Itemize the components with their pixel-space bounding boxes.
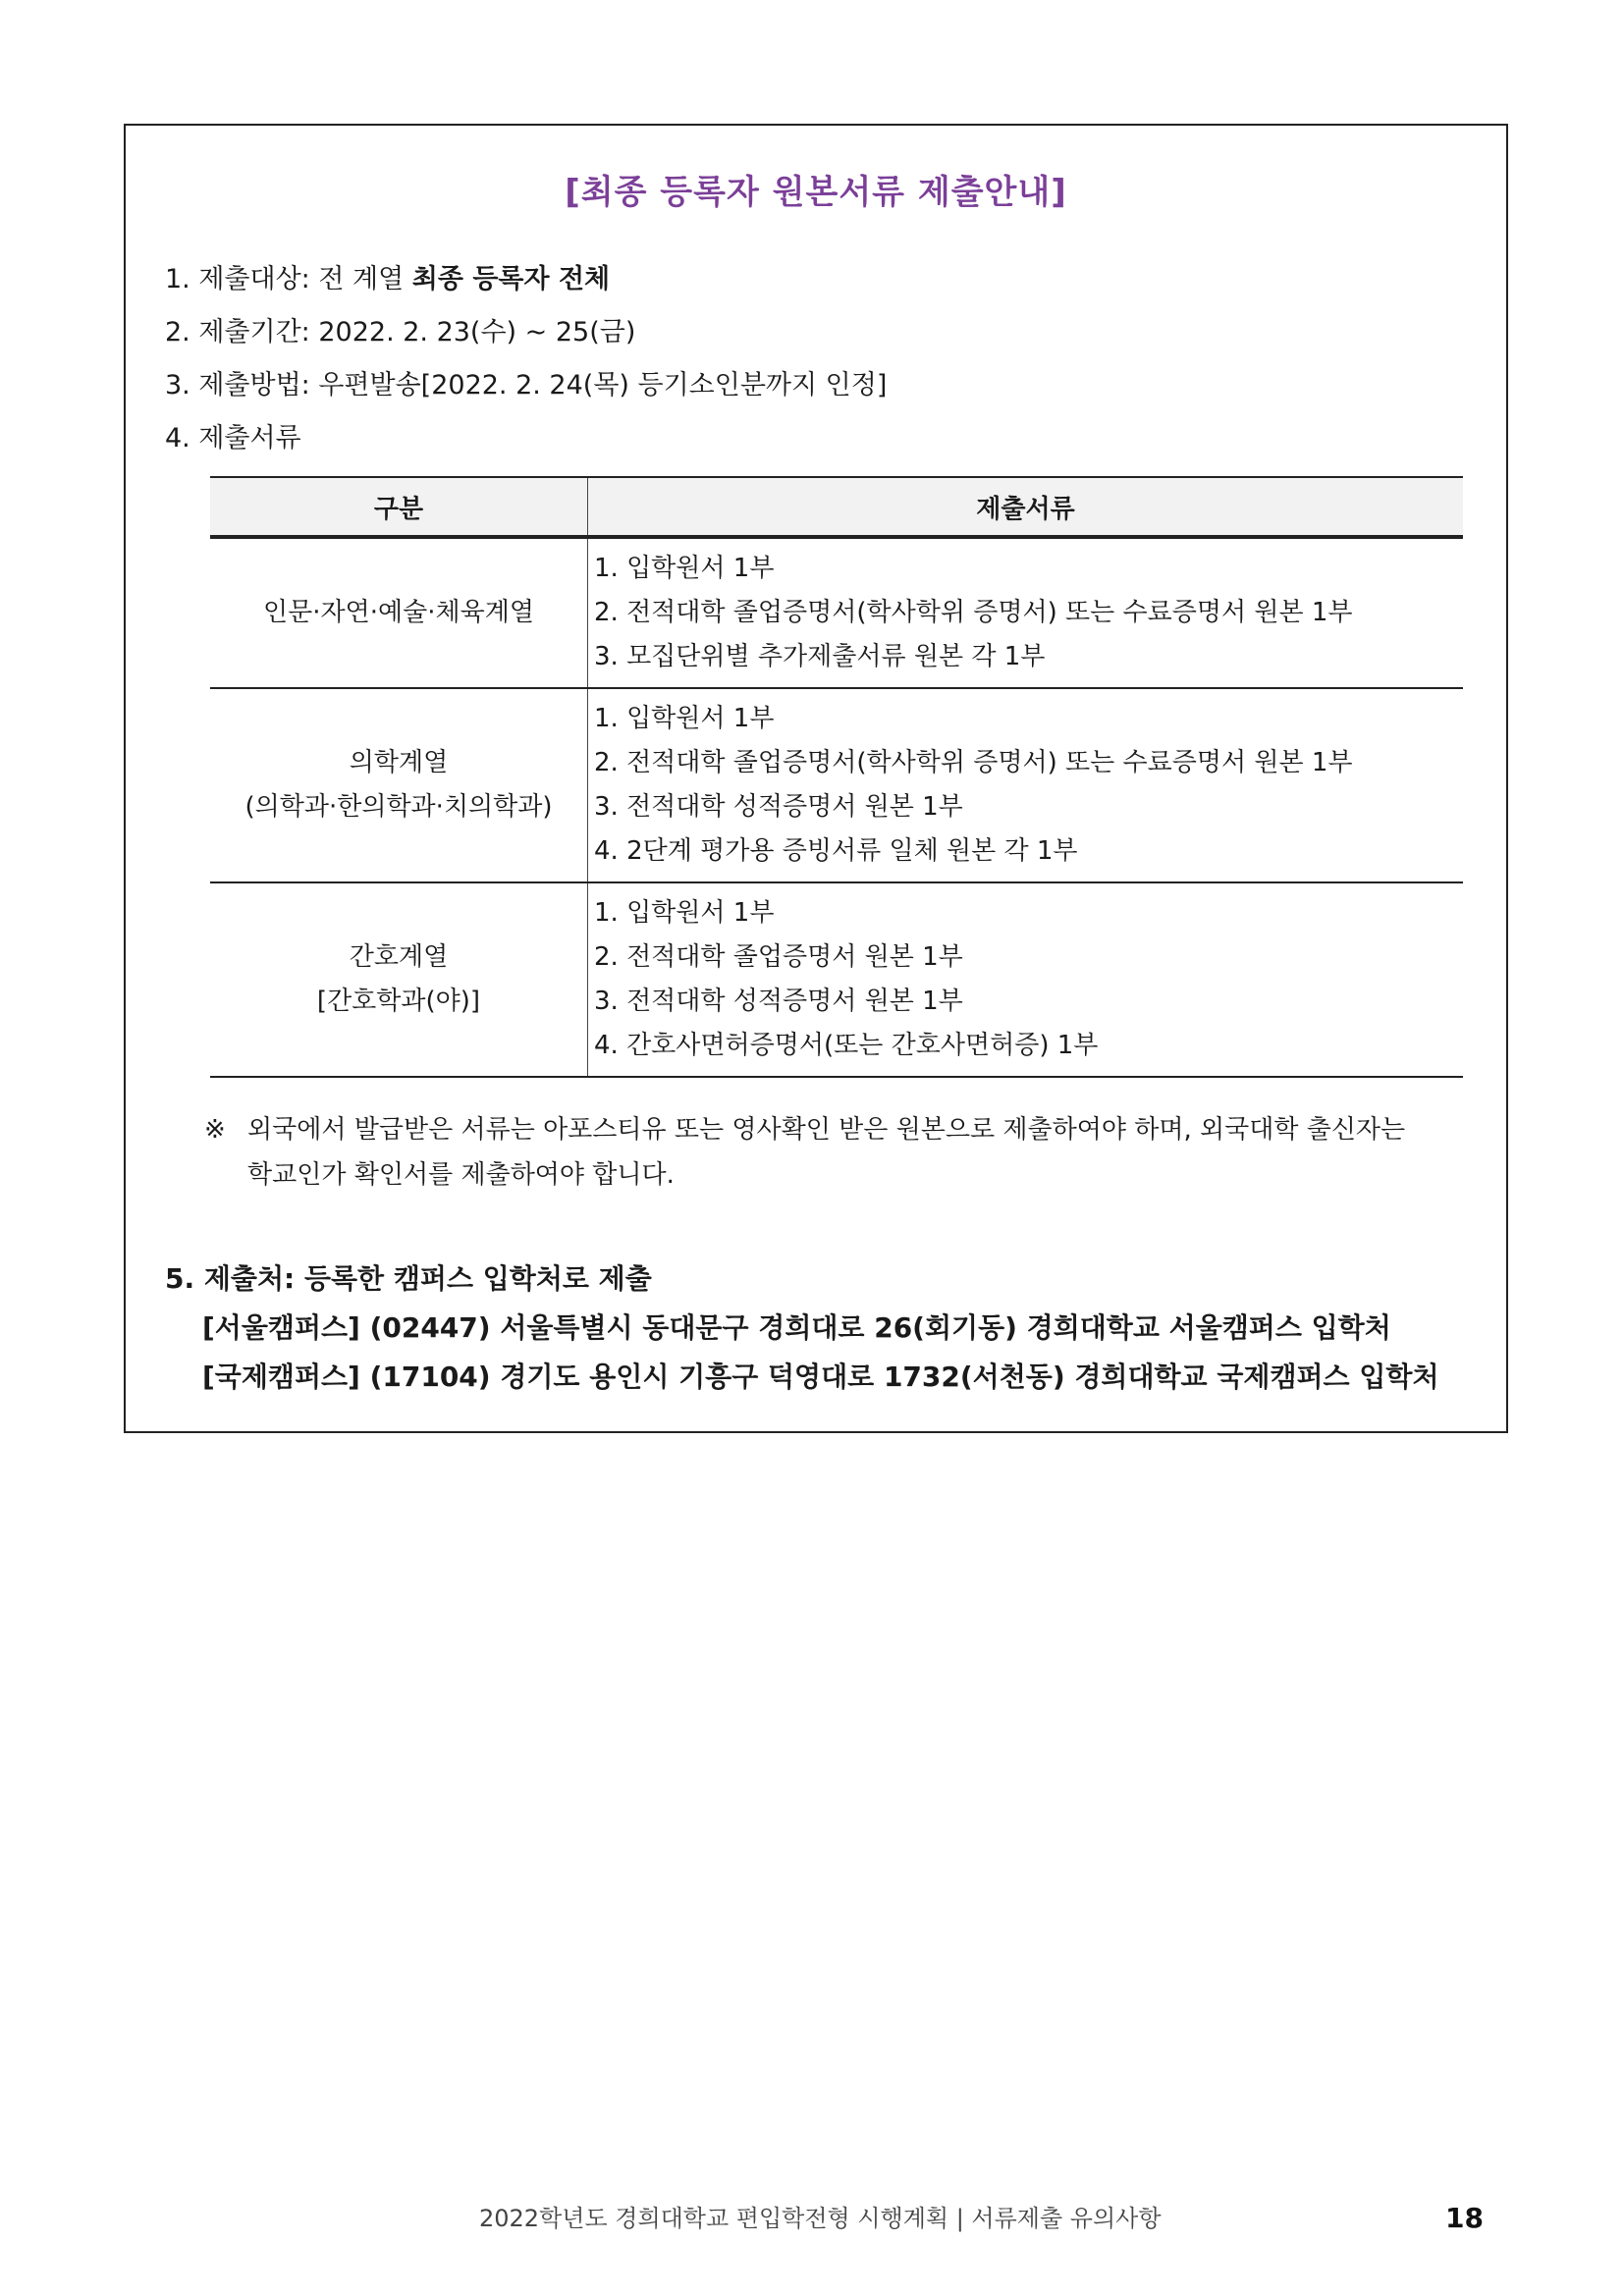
note-text: 외국에서 발급받은 서류는 아포스티유 또는 영사확인 받은 원본으로 제출하여야 하며, 외국대학 출신자는 xyxy=(247,1115,1406,1145)
document-line: 4. 간호사면허증명서(또는 간호사면허증) 1부 xyxy=(594,1031,1099,1060)
notice-box xyxy=(124,124,1508,1433)
category-line: 간호계열 xyxy=(349,942,449,972)
category-cell xyxy=(210,688,588,882)
info-item-method xyxy=(165,359,1471,412)
info-item-documents xyxy=(165,412,1471,465)
submission-heading: 5. 제출처: 등록한 캠퍼스 입학처로 제출 xyxy=(165,1262,652,1295)
page-number: 18 xyxy=(1445,2202,1484,2234)
document-line: 4. 2단계 평가용 증빙서류 일체 원본 각 1부 xyxy=(594,836,1078,866)
reference-mark: ※ xyxy=(204,1115,226,1145)
table-row xyxy=(210,882,1463,1077)
document-line: 1. 입학원서 1부 xyxy=(594,704,775,733)
submission-section xyxy=(165,1255,1490,1402)
document-line: 3. 모집단위별 추가제출서류 원본 각 1부 xyxy=(594,642,1046,671)
document-line: 1. 입학원서 1부 xyxy=(594,898,775,928)
info-item-period xyxy=(165,306,1471,359)
note-text-continued: 학교인가 확인서를 제출하여야 합니다. xyxy=(247,1160,675,1190)
global-campus-address: [국제캠퍼스] (17104) 경기도 용인시 기흥구 덕영대로 1732(서천동) 경희대학교 국제캠퍼스 입학처 xyxy=(202,1361,1439,1393)
info-item-text: 1. 제출대상: 전 계열 xyxy=(165,264,412,294)
document-line: 3. 전적대학 성적증명서 원본 1부 xyxy=(594,792,963,822)
seoul-campus-address: [서울캠퍼스] (02447) 서울특별시 동대문구 경희대로 26(회기동) 경희대학교 서울캠퍼스 입학처 xyxy=(202,1311,1391,1344)
info-item-emphasis: 최종 등록자 전체 xyxy=(411,264,611,294)
documents-cell xyxy=(588,688,1464,882)
info-item-target xyxy=(165,253,1471,306)
notice-title: [최종 등록자 원본서류 제출안내] xyxy=(565,173,1067,212)
category-line: 의학계열 xyxy=(349,748,449,777)
category-line: 인문·자연·예술·체육계열 xyxy=(263,598,534,627)
column-header-documents: 제출서류 xyxy=(588,477,1464,537)
category-line: (의학과·한의학과·치의학과) xyxy=(244,792,553,822)
foreign-documents-note xyxy=(204,1107,1481,1198)
document-line: 2. 전적대학 졸업증명서(학사학위 증명서) 또는 수료증명서 원본 1부 xyxy=(594,748,1353,777)
info-item-text: 3. 제출방법: 우편발송[2022. 2. 24(목) 등기소인분까지 인정] xyxy=(165,370,888,400)
info-item-text: 2. 제출기간: 2022. 2. 23(수) ~ 25(금) xyxy=(165,317,636,347)
document-line: 3. 전적대학 성적증명서 원본 1부 xyxy=(594,987,963,1016)
page-footer xyxy=(0,2199,1624,2238)
documents-cell xyxy=(588,537,1464,688)
documents-table xyxy=(210,476,1463,1078)
info-list xyxy=(165,253,1471,465)
note-line xyxy=(204,1107,1481,1152)
category-cell xyxy=(210,537,588,688)
category-line: [간호학과(야)] xyxy=(316,987,481,1016)
info-item-text: 4. 제출서류 xyxy=(165,423,301,454)
category-cell xyxy=(210,882,588,1077)
column-header-category: 구분 xyxy=(210,477,588,537)
table-header-row xyxy=(210,477,1463,537)
document-line: 1. 입학원서 1부 xyxy=(594,554,775,583)
table-row xyxy=(210,688,1463,882)
documents-cell xyxy=(588,882,1464,1077)
document-line: 2. 전적대학 졸업증명서 원본 1부 xyxy=(594,942,963,972)
table-row xyxy=(210,537,1463,688)
footer-title: 2022학년도 경희대학교 편입학전형 시행계획 | 서류제출 유의사항 xyxy=(479,2205,1162,2232)
document-line: 2. 전적대학 졸업증명서(학사학위 증명서) 또는 수료증명서 원본 1부 xyxy=(594,598,1353,627)
